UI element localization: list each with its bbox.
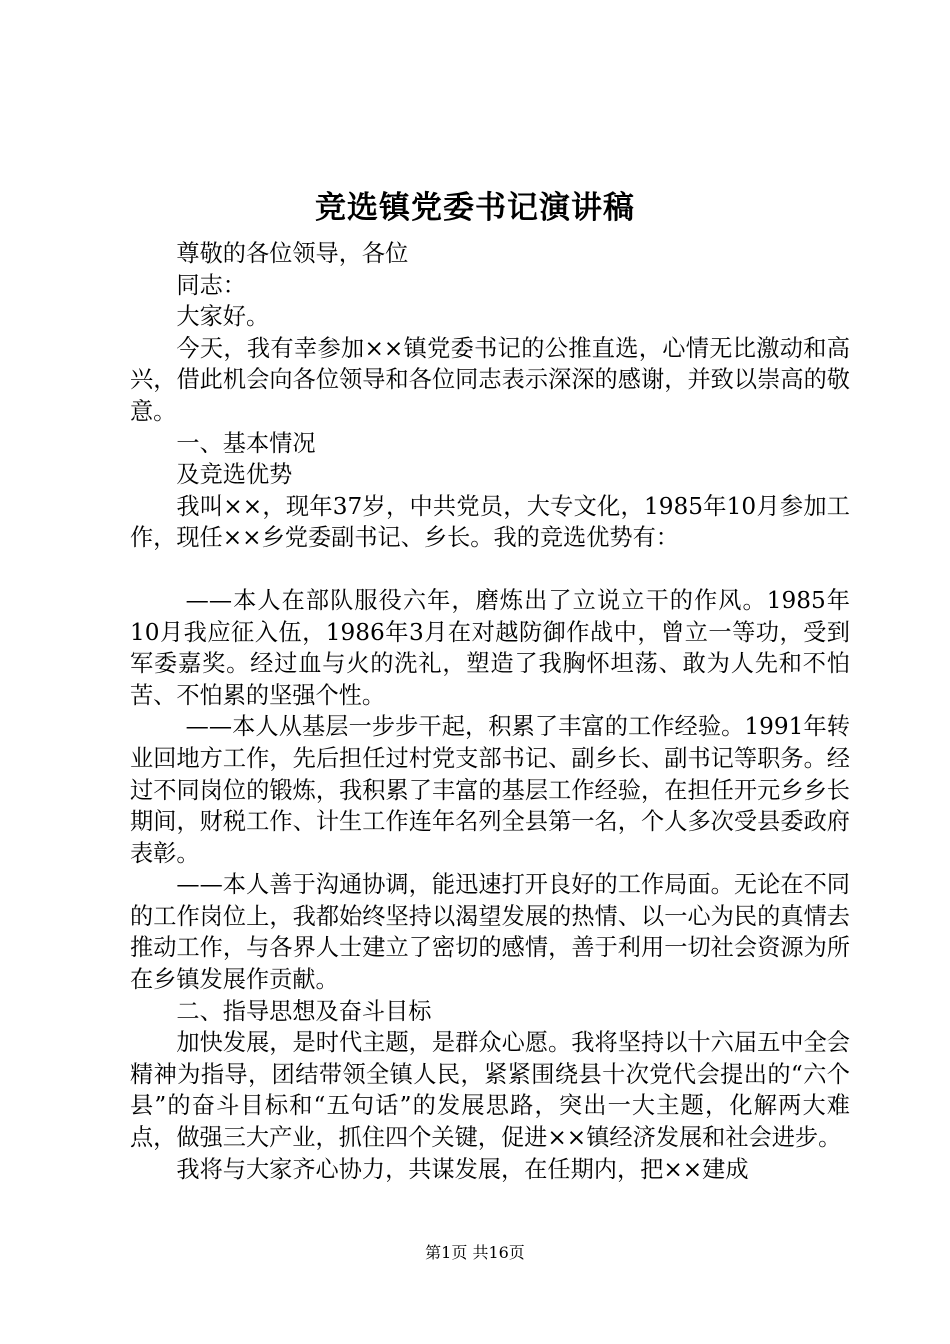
page-number: 第1页 共16页 xyxy=(425,1243,525,1262)
guiding-thought-paragraph: 加快发展，是时代主题，是群众心愿。我将坚持以十六届五中全会精神为指导，团结带领全镇人民，紧紧围绕县十次党代会提出的“六个县”的奋斗目标和“五句话”的发展思路，突出一大主题，化解两大难点，做强三大产业，抓住四个关键，促进××镇经济发展和社会进步。 xyxy=(130,1029,850,1152)
advantage-paragraph-experience: ——本人从基层一步步干起，积累了丰富的工作经验。1991年转业回地方工作，先后担任过村党支部书记、副乡长、副书记等职务。经过不同岗位的锻炼，我积累了丰富的基层工作经验，在担任开元乡乡长期间，财税工作、计生工作连年名列全县第一名，个人多次受县委政府表彰。 xyxy=(130,713,850,867)
document-title: 竞选镇党委书记演讲稿 xyxy=(315,190,635,226)
goal-paragraph: 我将与大家齐心协力，共谋发展，在任期内，把××建成 xyxy=(176,1155,749,1183)
blank-line xyxy=(130,554,850,585)
section-heading-2: 二、指导思想及奋斗目标 xyxy=(176,997,432,1025)
salutation-line-2: 同志： xyxy=(176,271,246,299)
salutation-line-1: 尊敬的各位领导，各位 xyxy=(176,240,409,267)
document-body xyxy=(130,238,850,1185)
section-heading-1: 一、基本情况 xyxy=(176,429,316,457)
personal-info-paragraph: 我叫××，现年37岁，中共党员，大专文化，1985年10月参加工作，现任××乡党委副书记、乡长。我的竞选优势有： xyxy=(130,492,850,552)
intro-paragraph: 今天，我有幸参加××镇党委书记的公推直选，心情无比激动和高兴，借此机会向各位领导和各位同志表示深深的感谢，并致以崇高的敬意。 xyxy=(130,334,850,425)
advantage-paragraph-communication: ——本人善于沟通协调，能迅速打开良好的工作局面。无论在不同的工作岗位上，我都始终坚持以渴望发展的热情、以一心为民的真情去推动工作，与各界人士建立了密切的感情，善于利用一切社会资源为所在乡镇发展作贡献。 xyxy=(130,871,850,994)
section-heading-1-continued: 及竞选优势 xyxy=(176,461,293,489)
advantage-paragraph-military: ——本人在部队服役六年，磨炼出了立说立干的作风。1985年10月我应征入伍，1986年3月在对越防御作战中，曾立一等功，受到军委嘉奖。经过血与火的洗礼，塑造了我胸怀坦荡、敢为人先和不怕苦、不怕累的坚强个性。 xyxy=(130,586,850,709)
greeting: 大家好。 xyxy=(176,303,270,331)
